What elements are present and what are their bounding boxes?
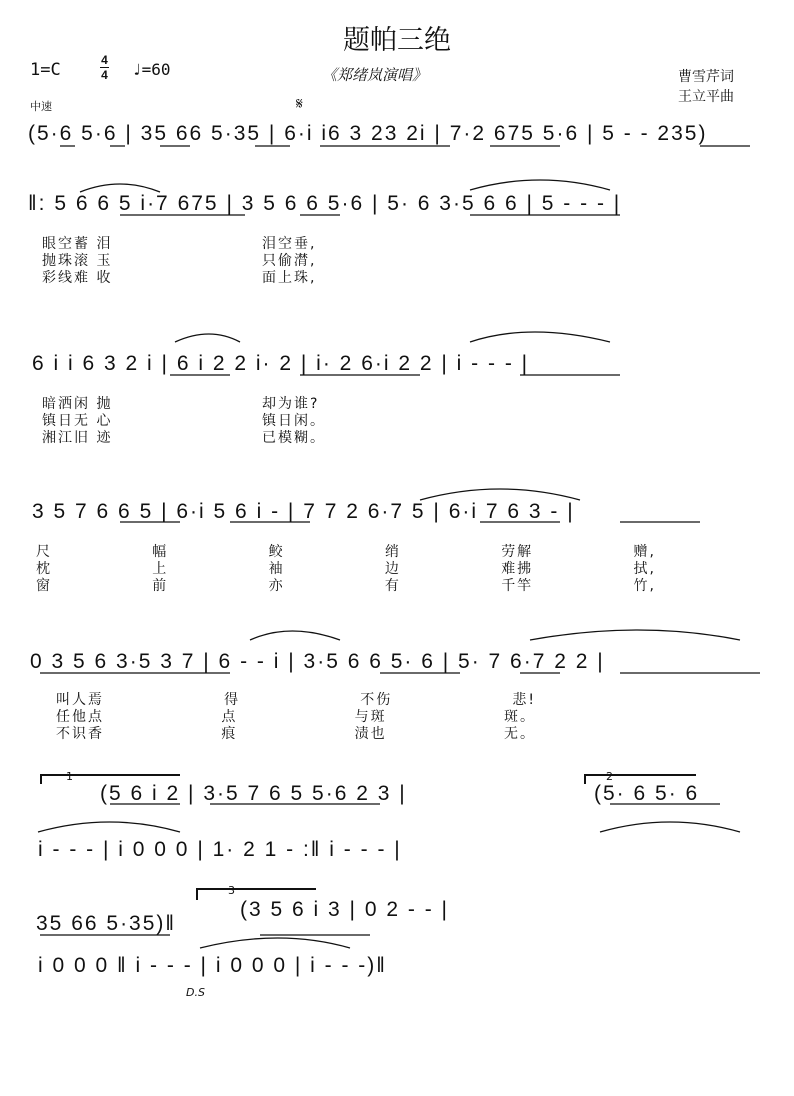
lyric-line	[56, 726, 536, 743]
system-3-lyrics-right	[262, 396, 326, 447]
volta-1-bracket-end	[40, 774, 42, 784]
system-2-lyrics-right	[262, 236, 316, 287]
system-7-accompaniment-2: (3 5 6 i 3 | 0 2 - - |	[240, 898, 449, 921]
lyric-line: 只偷潸,	[262, 253, 317, 269]
slur-mark	[600, 822, 740, 832]
lyric-line: 已模糊。	[262, 430, 326, 446]
system-3-notes: 6 i i 6 3 2 i | 6 i 2 2 i· 2 | i· 2 6·i 2 2 | i - - - |	[32, 352, 530, 375]
lyric-word: 劳解	[501, 544, 534, 560]
lyric-word: 鲛	[268, 544, 285, 560]
slur-mark	[470, 180, 610, 190]
volta-3-number: 3	[228, 884, 235, 897]
lyric-line: 镇日闲。	[262, 413, 326, 429]
system-1-notes: (5·6 5·6 | 35 66 5·35 | 6·i i6 3 23 2i | 7·2 675 5·6 | 5 - - 235)	[28, 122, 708, 145]
lyric-word: 不识香	[56, 726, 104, 742]
lyric-line: 眼空蓄 泪	[42, 236, 113, 252]
system-5-notes: 0 3 5 6 3·5 3 7 | 6 - - i | 3·5 6 6 5· 6 | 5· 7 6·7 2 2 |	[30, 650, 605, 673]
volta-2-number: 2	[606, 770, 613, 783]
lyric-line: 抛珠滚 玉	[42, 253, 113, 269]
lyric-word: 绡	[384, 544, 401, 560]
volta-3-bracket	[196, 888, 316, 890]
lyric-word: 悲!	[512, 692, 536, 708]
lyric-line: 却为谁?	[262, 396, 320, 412]
system-2-lyrics-left	[42, 236, 112, 287]
volta-2-bracket-end	[584, 774, 586, 784]
lyric-word: 难拂	[501, 561, 534, 577]
lyric-word: 亦	[268, 578, 285, 594]
system-2-notes: ‖: 5 6 6 5 i·7 675 | 3 5 6 6 5·6 | 5· 6 3·5 6 6 | 5 - - - |	[28, 192, 622, 215]
slur-mark	[80, 184, 160, 192]
performer-subtitle: 《郑绪岚演唱》	[322, 66, 428, 84]
system-6-melody: i - - - | i 0 0 0 | 1· 2 1 - :‖ i - - - |	[38, 838, 402, 861]
lyric-line: 泪空垂,	[262, 236, 317, 252]
lyric-line: 面上珠,	[262, 270, 317, 286]
lyric-word: 无。	[503, 726, 536, 742]
lyric-word: 斑。	[503, 709, 536, 725]
lyric-word: 枕	[36, 561, 52, 577]
lyric-word: 尺	[36, 544, 52, 560]
system-3-lyrics-left	[42, 396, 112, 447]
system-6-accompaniment-2: (5· 6 5· 6	[594, 782, 700, 805]
lyric-word: 点	[221, 709, 238, 725]
lyric-word: 得	[224, 692, 241, 708]
system-7-melody: i 0 0 0 ‖ i - - - | i 0 0 0 | i - - -)‖	[38, 954, 387, 977]
lyric-word: 竹,	[633, 578, 656, 594]
slur-mark	[470, 332, 610, 342]
lyric-word: 痕	[221, 726, 238, 742]
slur-mark	[250, 631, 340, 640]
slur-mark	[38, 822, 180, 832]
volta-3-bracket-end	[196, 888, 198, 900]
lyric-line: 湘江旧 迹	[42, 430, 113, 446]
tempo-mark: ♩=60	[132, 60, 171, 79]
lyric-line	[36, 578, 656, 595]
lyric-line: 彩线难 收	[42, 270, 113, 286]
system-7-accompaniment-1: 35 66 5·35)‖	[36, 912, 177, 935]
system-4-notes: 3 5 7 6 6 5 | 6·i 5 6 i - | 7 7 2 6·7 5 | 6·i 7 6 3 - |	[32, 500, 575, 523]
lyric-word: 叫人焉	[56, 692, 104, 708]
lyric-word: 幅	[152, 544, 169, 560]
lyric-word: 窗	[36, 578, 52, 594]
slur-mark	[420, 489, 580, 500]
time-signature-bottom: 4	[101, 68, 108, 82]
lyric-line	[56, 692, 536, 709]
lyric-word: 上	[152, 561, 169, 577]
time-signature-top: 4	[101, 53, 108, 67]
slur-mark	[200, 938, 350, 948]
lyric-line	[36, 544, 656, 561]
lyric-word: 千竿	[501, 578, 534, 594]
lyric-word: 任他点	[56, 709, 104, 725]
lyric-line	[36, 561, 656, 578]
lyric-word: 与斑	[354, 709, 387, 725]
system-4-lyrics	[36, 544, 656, 595]
system-5-lyrics	[56, 692, 536, 743]
lyricist-credit: 曹雪芹词	[678, 69, 734, 85]
lyric-word: 拭,	[633, 561, 656, 577]
slur-mark	[530, 630, 740, 640]
lyric-line	[56, 709, 536, 726]
speed-mark: 中速	[30, 100, 52, 113]
lyric-word: 边	[384, 561, 401, 577]
lyric-line: 镇日无 心	[42, 413, 113, 429]
lyric-word: 渍也	[354, 726, 387, 742]
key-signature: 1=C	[30, 60, 61, 80]
lyric-word: 赠,	[633, 544, 656, 560]
lyric-word: 前	[152, 578, 169, 594]
volta-2-bracket	[584, 774, 696, 776]
song-title: 题帕三绝	[343, 25, 451, 56]
segno-sign: 𝄋	[296, 94, 303, 113]
lyric-line: 暗洒闲 抛	[42, 396, 113, 412]
volta-1-bracket	[40, 774, 180, 776]
system-6-accompaniment-1: (5 6 i 2 | 3·5 7 6 5 5·6 2 3 |	[100, 782, 407, 805]
slur-mark	[175, 334, 240, 342]
composer-credit: 王立平曲	[678, 89, 734, 105]
lyric-word: 袖	[268, 561, 285, 577]
volta-1-number: 1	[66, 770, 73, 783]
lyric-word: 不伤	[360, 692, 393, 708]
dal-segno-mark: D.S	[186, 986, 205, 999]
lyric-word: 有	[384, 578, 401, 594]
